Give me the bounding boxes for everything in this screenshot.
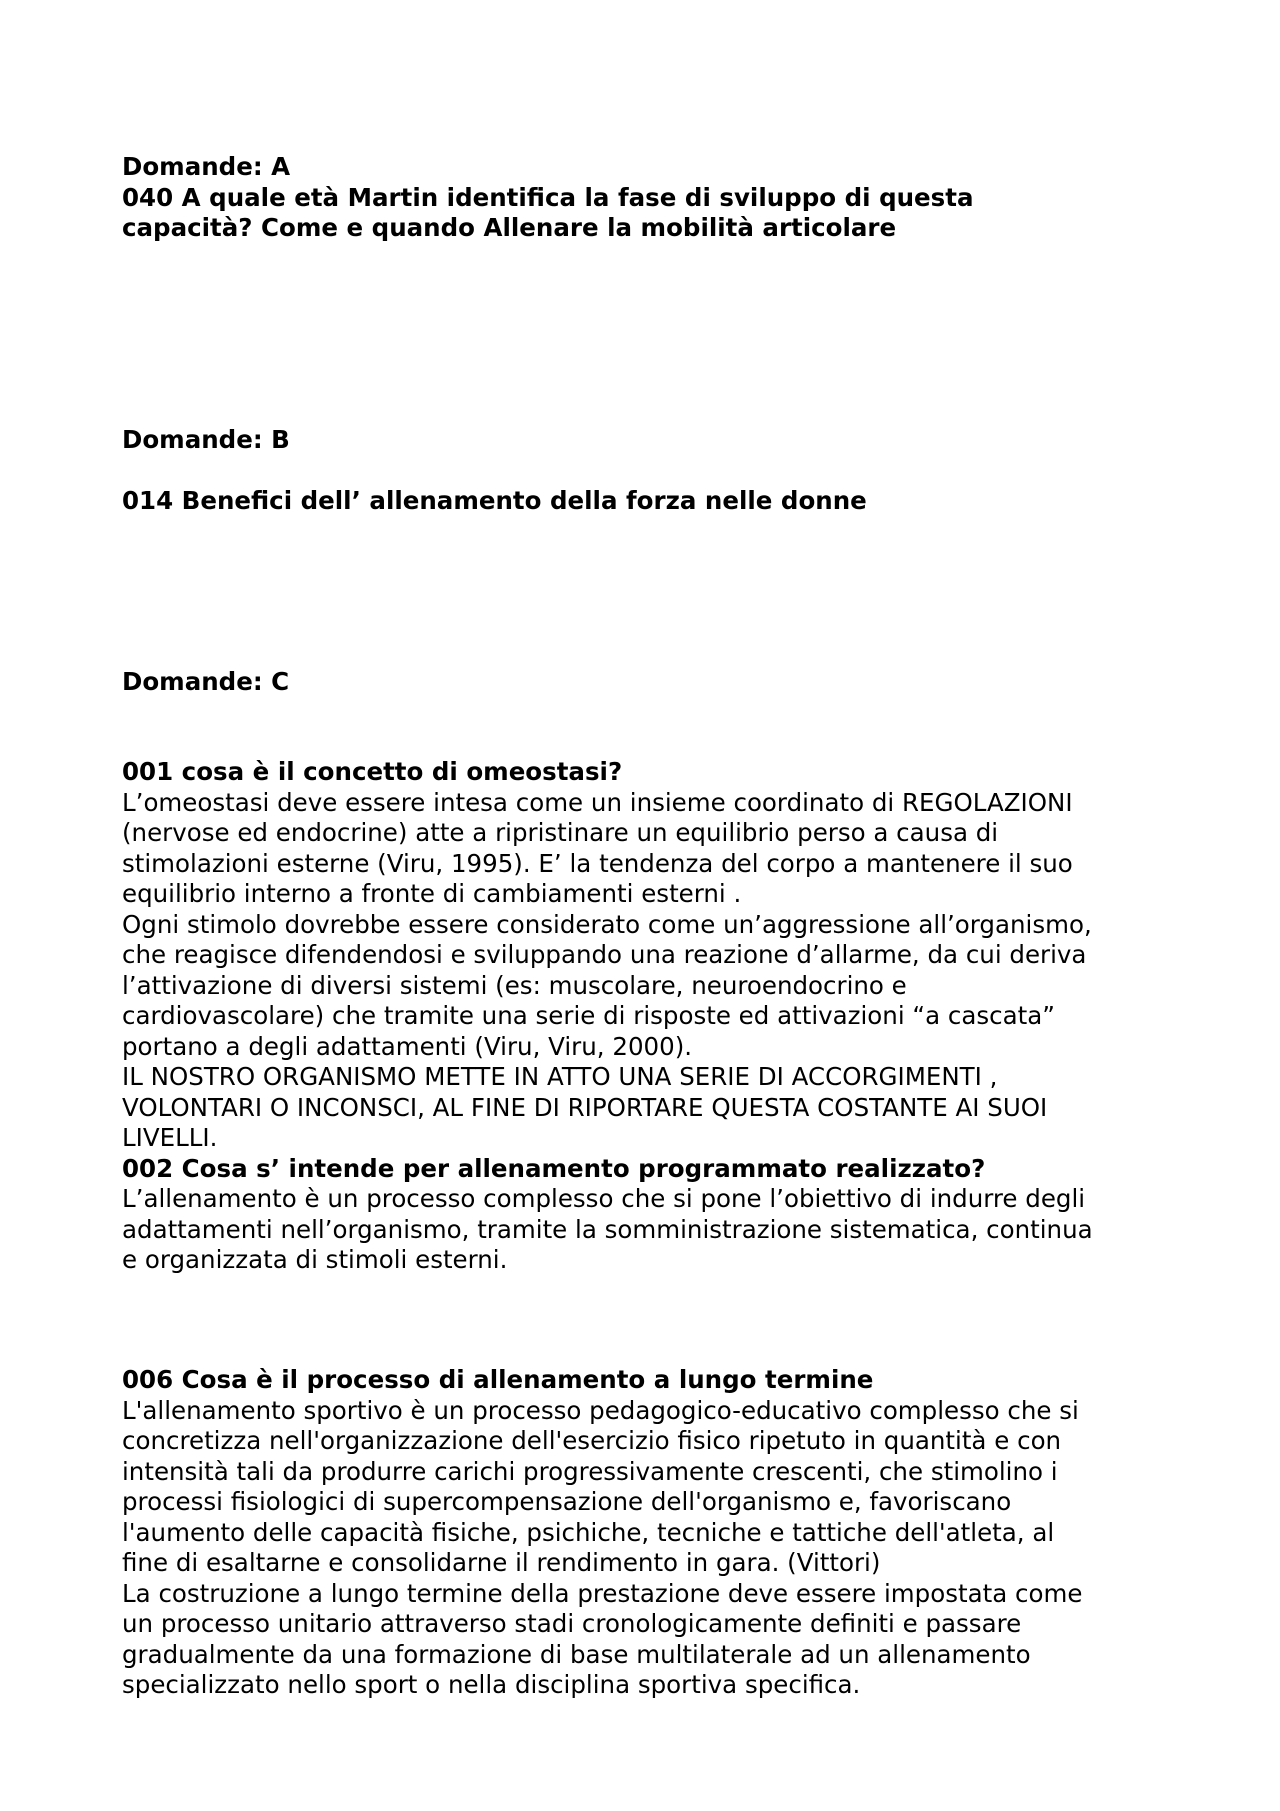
answer-006-line: processi fisiologici di supercompensazione dell'organismo e, favoriscano [122,1487,1012,1516]
section-a [122,152,1182,244]
answer-006-line: fine di esaltarne e consolidarne il rendimento in gara. (Vittori) [122,1548,881,1577]
answer-001-line: equilibrio interno a fronte di cambiamenti esterni . [122,879,742,908]
question-014: 014 Benefici dell’ allenamento della forza nelle donne [122,486,867,515]
answer-001-line: l’attivazione di diversi sistemi (es: muscolare, neuroendocrino e [122,970,907,1000]
answer-006-line: concretizza nell'organizzazione dell'esercizio fisico ripetuto in quantità e con [122,1426,1062,1455]
answer-001-line: L’omeostasi deve essere intesa come un insieme coordinato di REGOLAZIONI [122,787,1073,817]
question-040-line-2: capacità? Come e quando Allenare la mobilità articolare [122,213,897,242]
question-002-title: 002 Cosa s’ intende per allenamento programmato realizzato? [122,1153,986,1183]
question-001-block [122,757,1182,1276]
question-006-title: 006 Cosa è il processo di allenamento a lungo termine [122,1365,874,1394]
question-001-title: 001 cosa è il concetto di omeostasi? [122,757,623,786]
answer-001-line: cardiovascolare) che tramite una serie di risposte ed attivazioni “a cascata” [122,1001,1055,1030]
answer-001-line: stimolazioni esterne (Viru, 1995). E’ la tendenza del corpo a mantenere il suo [122,848,1073,878]
answer-006-line: L'allenamento sportivo è un processo pedagogico-educativo complesso che si [122,1395,1079,1425]
answer-002-line: e organizzata di stimoli esterni. [122,1245,508,1274]
section-c-heading: Domande: C [122,667,290,696]
answer-001-line: LIVELLI. [122,1123,218,1152]
answer-002-line: adattamenti nell’organismo, tramite la somministrazione sistematica, continua [122,1214,1093,1244]
answer-001-line: Ogni stimolo dovrebbe essere considerato come un’aggressione all’organismo, [122,909,1092,939]
answer-001-line: (nervose ed endocrine) atte a ripristinare un equilibrio perso a causa di [122,818,999,847]
answer-006-line: un processo unitario attraverso stadi cronologicamente definiti e passare [122,1609,1022,1638]
question-006-block [122,1365,1182,1701]
answer-006-line: gradualmente da una formazione di base multilaterale ad un allenamento [122,1639,1031,1669]
answer-006-line: La costruzione a lungo termine della prestazione deve essere impostata come [122,1578,1083,1608]
answer-006-line: specializzato nello sport o nella disciplina sportiva specifica. [122,1670,861,1699]
question-040-line-1: 040 A quale età Martin identifica la fase di sviluppo di questa [122,182,974,212]
answer-001-line: che reagisce difendendosi e sviluppando una reazione d’allarme, da cui deriva [122,940,1087,969]
answer-001-line: VOLONTARI O INCONSCI, AL FINE DI RIPORTARE QUESTA COSTANTE AI SUOI [122,1092,1048,1122]
answer-006-line: intensità tali da produrre carichi progressivamente crescenti, che stimolino i [122,1456,1058,1486]
answer-006-line: l'aumento delle capacità fisiche, psichiche, tecniche e tattiche dell'atleta, al [122,1517,1055,1547]
answer-002-line: L’allenamento è un processo complesso che si pone l’obiettivo di indurre degli [122,1184,1086,1213]
answer-001-line: portano a degli adattamenti (Viru, Viru, 2000). [122,1031,693,1061]
answer-001-line: IL NOSTRO ORGANISMO METTE IN ATTO UNA SERIE DI ACCORGIMENTI , [122,1062,998,1091]
section-b-heading: Domande: B [122,425,290,454]
section-a-heading: Domande: A [122,152,291,181]
